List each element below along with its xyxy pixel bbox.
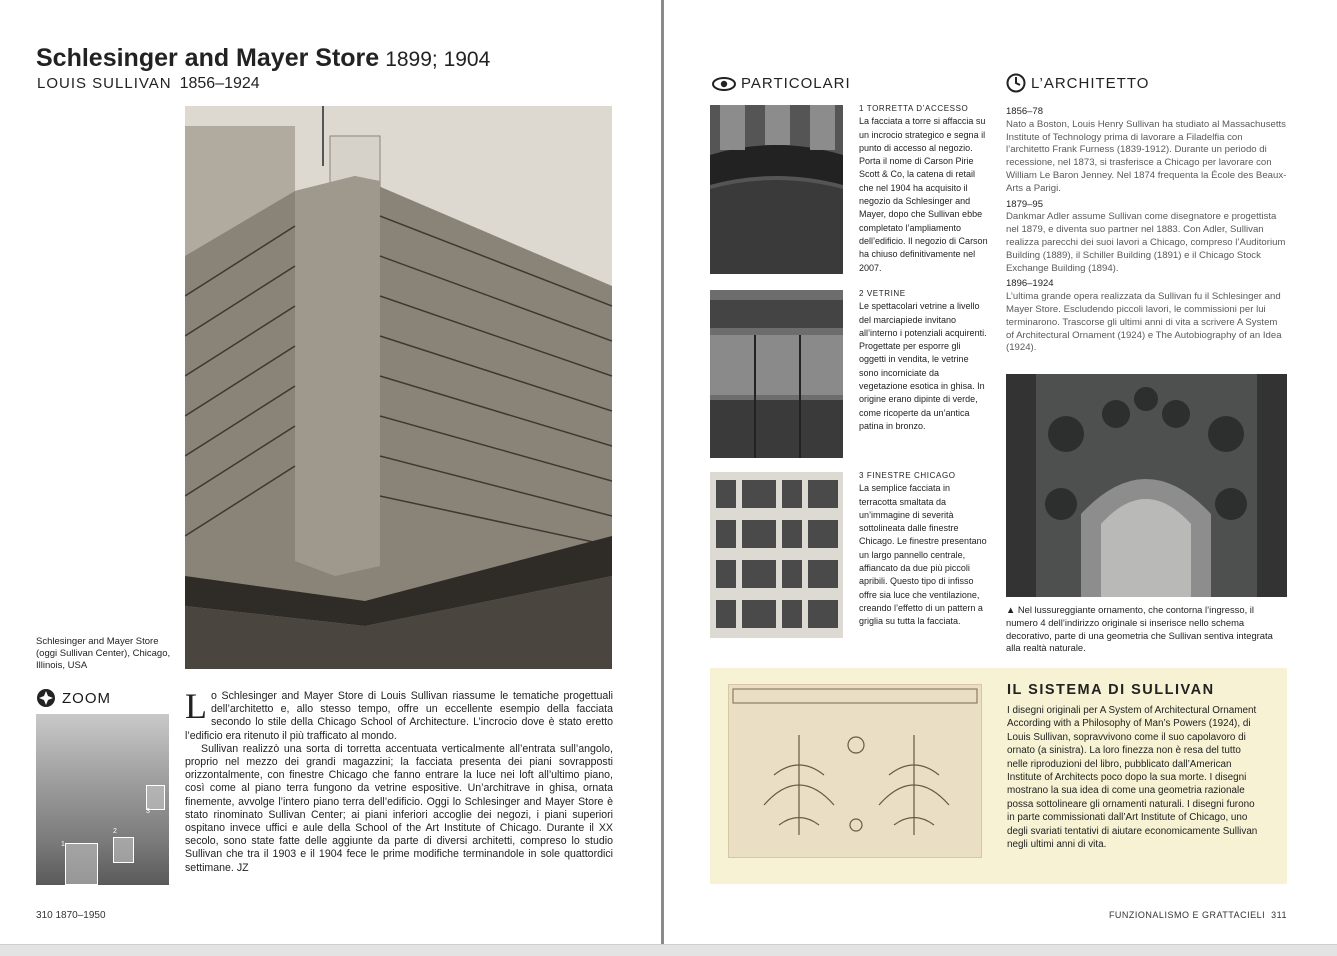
zoom-marker-number: 1 xyxy=(61,841,65,848)
windows-detail-illustration xyxy=(710,290,843,458)
particolari-label: PARTICOLARI xyxy=(741,75,851,92)
zoom-label: ZOOM xyxy=(62,689,111,707)
viewer-bottom-bar xyxy=(0,944,1337,956)
zoom-marker-3[interactable] xyxy=(146,785,165,810)
eye-icon xyxy=(712,77,736,91)
left-page xyxy=(0,0,662,955)
particolari-heading xyxy=(712,75,851,92)
page-folio-left: 310 1870–1950 xyxy=(36,910,106,921)
zoom-thumbnail xyxy=(36,714,169,885)
timeline-years: 1879–95 xyxy=(1006,198,1043,210)
article-paragraph: Sullivan realizzò una sorta di torretta accentuata verticalmente all’entrata sull’angolo, proprio nel mezzo dei grandi magazzini; la facciata presenta dei piani sovrapposti orizzontalmente, con finestre Chicago che fanno entrare la luce nei loft all’ultimo piano, così come al piano terra fungono da vetrine espositive. Un’architrave in ghisa, ornata finemente, avvolge l’intero piano terra dell’edificio. Oggi lo Schlesinger and Mayer Store è stato rinominato Sullivan Center; ai piani inferiori accoglie dei negozi, i piani superiori ospitano invece uffici e aule della School of the Art Institute of Chicago. Durante il XX secolo, sono state fatte delle aggiunte da parte di diversi architetti, compreso lo studio Sullivan che tra il 1903 e il 1904 fece le prime modifiche terminandole in sole quattordici settimane. JZ xyxy=(185,742,613,874)
detail-heading: 1 TORRETTA D’ACCESSO xyxy=(859,104,969,113)
zoom-marker-2[interactable] xyxy=(113,837,134,863)
detail-heading: 3 FINESTRE CHICAGO xyxy=(859,471,956,480)
timeline-text: L’ultima grande opera realizzata da Sullivan fu il Schlesinger and Mayer Store. Escludendo piccoli lavori, le commissioni per lui terminarono. Trascorse gli ultimi anni di vita a scrivere A System of Architectural Ornament (1924) e The Autobiography of an Idea (1924). xyxy=(1006,291,1282,354)
folio-number: 311 xyxy=(1271,910,1287,920)
sistema-box xyxy=(710,668,1287,884)
zoom-icon xyxy=(36,688,56,708)
architect-name: LOUIS SULLIVAN xyxy=(37,75,172,92)
timeline-years: 1856–78 xyxy=(1006,106,1043,117)
detail-text-2 xyxy=(859,287,989,433)
tower-detail-illustration xyxy=(710,105,843,274)
building-illustration xyxy=(185,106,612,669)
clock-icon xyxy=(1006,73,1026,93)
zoom-marker-number: 3 xyxy=(146,808,150,815)
timeline-text: Dankmar Adler assume Sullivan come disegnatore e progettista nel 1879, e diventa suo partner nel 1883. Con Adler, Sullivan realizza parecchi dei suoi lavori a Chicago, compreso l’Auditorium Building (1889), il Schiller Building (1891) e il Chicago Stock Exchange Building (1894). xyxy=(1006,211,1286,274)
detail-description: La semplice facciata in terracotta smaltata da un’immagine di severità sottolineata dalle finestre Chicago. Le finestre presentano un largo pannello centrale, affiancato da due più piccoli apribili. Questo tipo di infisso offre sia luce che ventilazione, creando l’effetto di un pattern a griglia su tutta la facciata. xyxy=(859,483,987,627)
architect-timeline xyxy=(1006,104,1288,358)
architetto-heading xyxy=(1006,73,1149,93)
detail-text-1 xyxy=(859,102,989,275)
ornament-drawing-illustration xyxy=(729,685,981,857)
timeline-text: Nato a Boston, Louis Henry Sullivan ha studiato al Massachusetts Institute of Technology prima di lavorare a Filadelfia con l’architetto Frank Furness (1839-1912). Durante un periodo di recessione, nel 1873, si trasferisce a Chicago per lavorare con William Le Baron Jenney. Nel 1874 frequenta la École des Beaux-Arts a Parigi. xyxy=(1006,118,1287,194)
timeline-years: 1896–1924 xyxy=(1006,278,1054,290)
ornament-photo xyxy=(1006,374,1287,597)
detail-description: La facciata a torre si affaccia su un incrocio strategico e segna il punto di accesso al negozio. Porta il nome di Carson Pirie Scott & Co, la catena di retail che nel 1904 ha acquisito il negozio da Schlesinger and Mayer, dopo che Sullivan ebbe completato l’ampliamento dell’edificio. Il negozio di Carson ha chiuso definitivamente nel 2007. xyxy=(859,116,988,273)
sistema-text: I disegni originali per A System of Architectural Ornament According with a Philosophy of Man’s Powers (1924), di Louis Sullivan, sopravvivono come il suo capolavoro di ornato (a sinistra). La loro finezza non è resa del tutto nelle riproduzioni del libro, pubblicato dall’American Institute of Architects poco dopo la sua morte. I disegni mostrano la sua idea di come una geometria razionale possa sottolineare gli ornamenti naturali. I disegni furono in parte commissionati dall’Art Institute of Chicago, uno degli svariati tentativi di aiutare economicamente Sullivan negli ultimi anni di vita. xyxy=(1007,705,1258,851)
architect-line xyxy=(37,75,260,93)
building-name: Schlesinger and Mayer Store xyxy=(36,44,380,72)
page-title xyxy=(36,44,490,73)
architetto-label: L’ARCHITETTO xyxy=(1031,74,1150,92)
chicago-windows-illustration xyxy=(710,472,843,638)
detail-heading: 2 VETRINE xyxy=(859,289,906,298)
zoom-marker-number: 2 xyxy=(113,828,117,835)
detail-photo-windows xyxy=(710,290,843,458)
detail-text-3 xyxy=(859,469,989,629)
drop-cap: L xyxy=(185,686,207,726)
ornament-drawing xyxy=(728,684,982,858)
photo-caption: Schlesinger and Mayer Store (oggi Sullivan Center), Chicago, Illinois, USA xyxy=(36,636,171,671)
page-folio-right xyxy=(1109,910,1287,920)
zoom-heading xyxy=(36,688,111,708)
article-paragraph xyxy=(185,686,613,743)
sistema-title: IL SISTEMA DI SULLIVAN xyxy=(1007,682,1215,698)
main-building-photo xyxy=(185,106,612,669)
paragraph-1-text: o Schlesinger and Mayer Store di Louis Sullivan riassume le tematiche progettuali dell’architetto e, allo stesso tempo, offre un eccellente esempio della facciata secondo lo stile della Chicago School of Architecture. L’incrocio dove è stato eretto l’edificio era ritenuto il più trafficato al mondo. xyxy=(185,690,613,742)
detail-photo-chicago-windows xyxy=(710,472,843,638)
article-body xyxy=(185,686,613,875)
detail-description: Le spettacolari vetrine a livello del marciapiede invitano all’interno i potenziali acquirenti. Progettate per esporre gli oggetti in vendita, le vetrine sono incorniciate da vegetazione esotica in ghisa. In origine erano dipinte di verde, come ricoperte da un’antica patina in bronzo. xyxy=(859,301,987,431)
building-year: 1899; 1904 xyxy=(385,48,491,71)
ornament-caption: ▲ Nel lussureggiante ornamento, che contorna l’ingresso, il numero 4 dell’indirizzo originale si inserisce nello schema decorativo, parte di una geometria che Sullivan sentiva integrata alla realtà naturale. xyxy=(1006,604,1273,654)
folio-section: FUNZIONALISMO E GRATTACIELI xyxy=(1108,910,1266,920)
ornament-illustration xyxy=(1006,374,1287,597)
architect-dates: 1856–1924 xyxy=(179,75,260,92)
zoom-marker-1[interactable] xyxy=(65,843,98,885)
detail-photo-tower xyxy=(710,105,843,274)
